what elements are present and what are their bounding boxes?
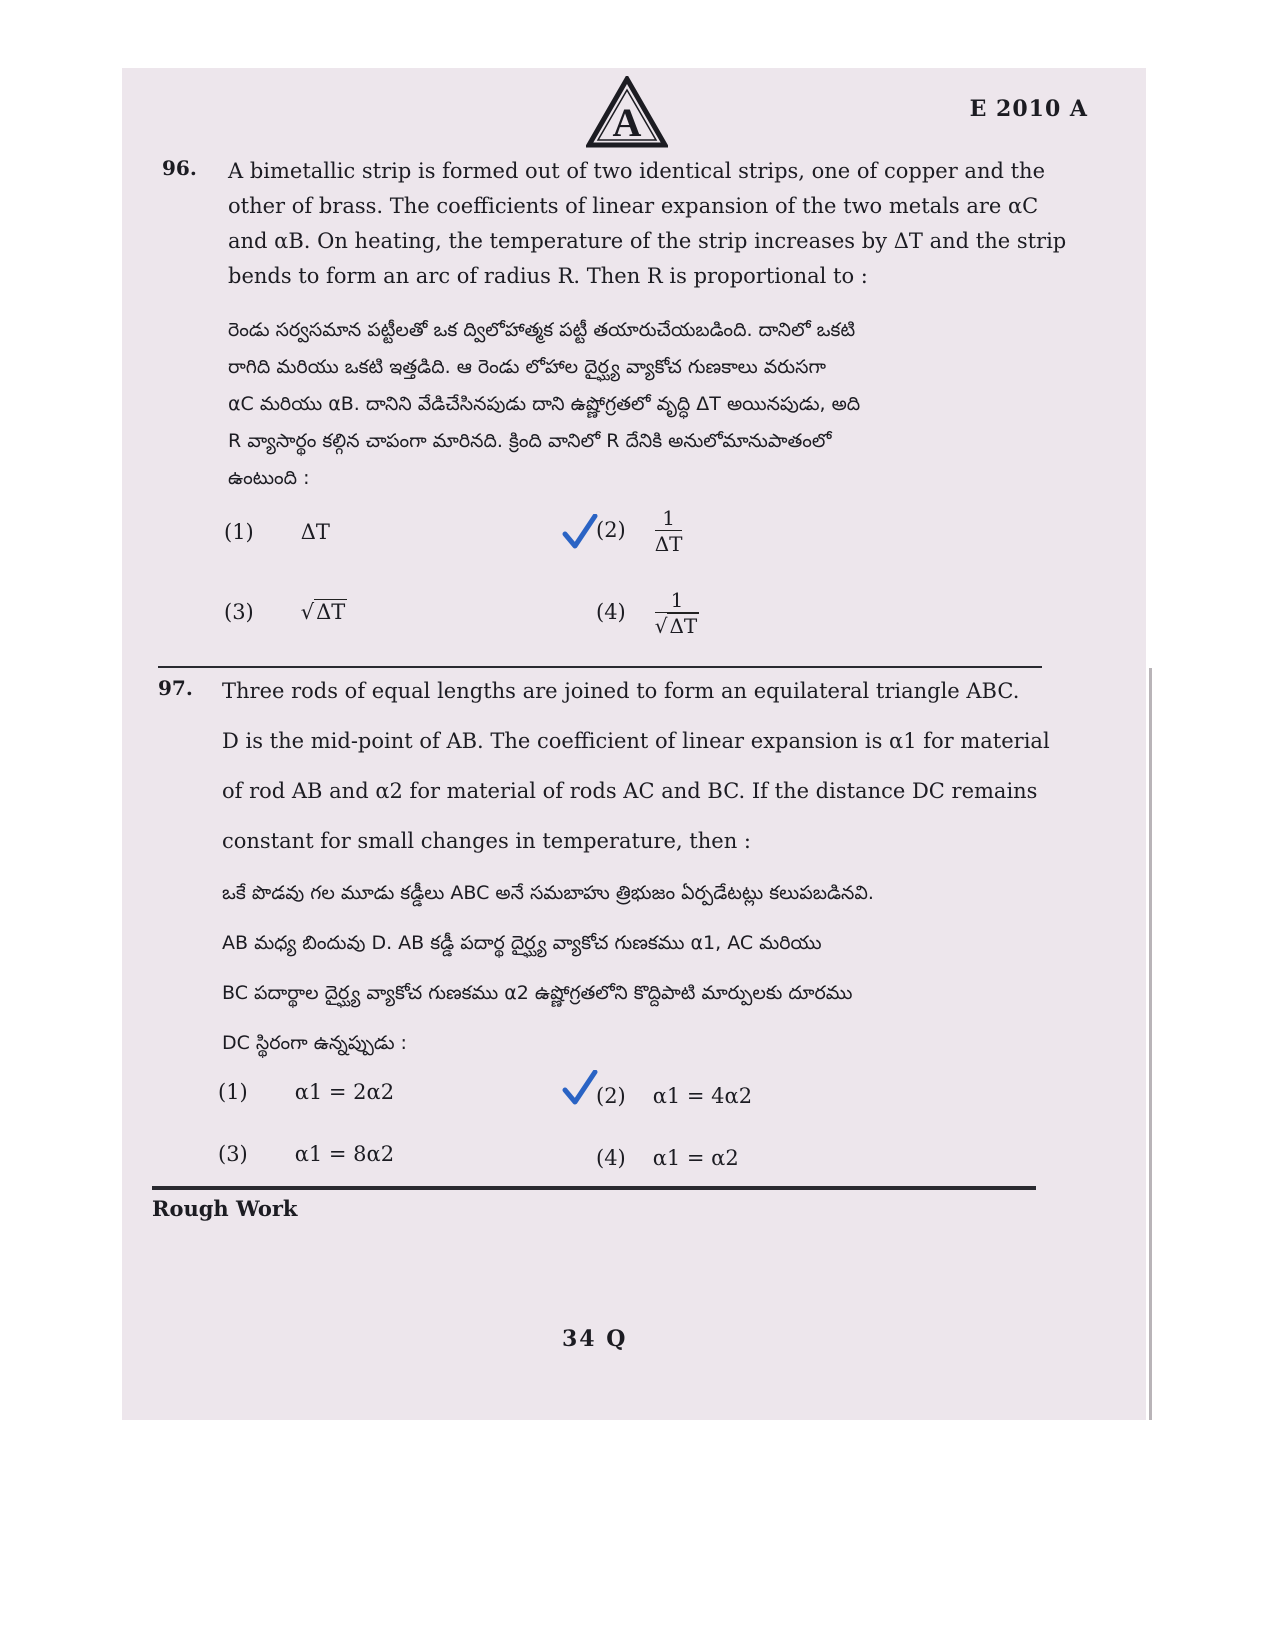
question-96-english (228, 154, 1067, 294)
radicand: ΔT (316, 600, 346, 624)
option-text: α1 = 8α2 (294, 1142, 395, 1166)
q96-option-2[interactable] (596, 506, 682, 557)
q96-telugu-line: R వ్యాసార్థం కల్గిన చాపంగా మారినది. క్రింది వానిలో R దేనికి అనులోమానుపాతంలో (228, 430, 832, 452)
q97-english-line: D is the mid-point of AB. The coefficient of linear expansion is α1 for material (222, 729, 1050, 753)
q97-telugu-line: ఒకే పొడవు గల మూడు కడ్డీలు ABC అనే సమబాహు త్రిభుజం ఏర్పడేటట్లు కలుపబడినవి. (222, 882, 874, 904)
q96-option-3[interactable] (224, 600, 347, 624)
option-number: (3) (224, 600, 254, 624)
q97-telugu-line: BC పదార్థాల దైర్ఘ్య వ్యాకోచ గుణకము α2 ఉష్ణోగ్రతలోని కొద్దిపాటి మార్పులకు దూరము (222, 982, 853, 1004)
fraction (655, 588, 700, 639)
question-97-number: 97. (158, 676, 193, 700)
rough-work-divider (152, 1186, 1036, 1190)
q97-telugu-line: DC స్థిరంగా ఉన్నప్పుడు : (222, 1032, 407, 1054)
radicand: ΔT (669, 614, 698, 638)
answer-sheet-page (122, 68, 1146, 1420)
question-96-telugu (228, 312, 1046, 497)
option-text: ΔT (300, 520, 330, 544)
question-97-english (222, 666, 1050, 866)
fraction-numerator: 1 (655, 588, 700, 613)
option-text: α1 = 2α2 (294, 1080, 395, 1104)
q96-telugu-line: ఉంటుంది : (228, 467, 310, 489)
option-number: (1) (218, 1080, 248, 1104)
check-mark-icon (562, 514, 598, 550)
paper-code: E 2010 A (969, 96, 1088, 122)
option-number: (4) (596, 1146, 626, 1170)
q97-english-line: Three rods of equal lengths are joined to form an equilateral triangle ABC. (222, 679, 1020, 703)
option-number: (2) (596, 1084, 626, 1108)
question-96-number: 96. (162, 156, 197, 180)
option-number: (3) (218, 1142, 248, 1166)
q96-english-line: other of brass. The coefficients of linear expansion of the two metals are αC (228, 194, 1039, 218)
page-number: 34 Q (562, 1326, 628, 1352)
rough-work-label: Rough Work (152, 1196, 298, 1221)
fraction-denominator: ΔT (654, 532, 683, 556)
q96-telugu-line: రెండు సర్వసమాన పట్టీలతో ఒక ద్విలోహాత్మక పట్టీ తయారుచేయబడింది. దానిలో ఒకటి (228, 319, 856, 341)
q97-option-1[interactable] (218, 1080, 394, 1104)
q97-english-line: of rod AB and α2 for material of rods AC and BC. If the distance DC remains (222, 779, 1038, 803)
q97-telugu-line: AB మధ్య బిందువు D. AB కడ్డీ పదార్థ దైర్ఘ్య వ్యాకోచ గుణకము α1, AC మరియు (222, 932, 822, 954)
q96-english-line: bends to form an arc of radius R. Then R is proportional to : (228, 264, 868, 288)
q96-option-1[interactable] (224, 520, 330, 544)
q96-english-line: and αB. On heating, the temperature of the strip increases by ΔT and the strip (228, 229, 1067, 253)
option-number: (1) (224, 520, 254, 544)
question-97-telugu (222, 868, 1044, 1068)
logo-letter: A (612, 100, 642, 145)
page-edge-rule (1149, 668, 1152, 1420)
square-root: √ΔT (300, 600, 346, 624)
q96-option-4[interactable] (596, 588, 699, 639)
q96-english-line: A bimetallic strip is formed out of two identical strips, one of copper and the (228, 159, 1045, 183)
check-mark-icon (562, 1070, 598, 1106)
fraction (655, 506, 683, 557)
fraction-denominator: √ ΔT (654, 614, 698, 638)
fraction-numerator: 1 (655, 506, 683, 531)
q97-english-line: constant for small changes in temperature, then : (222, 829, 751, 853)
option-text: α1 = 4α2 (652, 1084, 753, 1108)
booklet-series-logo (586, 76, 668, 148)
option-number: (2) (596, 518, 626, 542)
q97-option-3[interactable] (218, 1142, 394, 1166)
q97-option-2[interactable] (596, 1084, 752, 1108)
option-number: (4) (596, 600, 626, 624)
q96-telugu-line: αC మరియు αB. దానిని వేడిచేసినపుడు దాని ఉష్ణోగ్రతలో వృద్ధి ΔT అయినపుడు, అది (228, 393, 861, 415)
option-text: α1 = α2 (652, 1146, 739, 1170)
q96-telugu-line: రాగిది మరియు ఒకటి ఇత్తడిది. ఆ రెండు లోహాల దైర్ఘ్య వ్యాకోచ గుణకాలు వరుసగా (228, 356, 826, 378)
q97-option-4[interactable] (596, 1146, 739, 1170)
